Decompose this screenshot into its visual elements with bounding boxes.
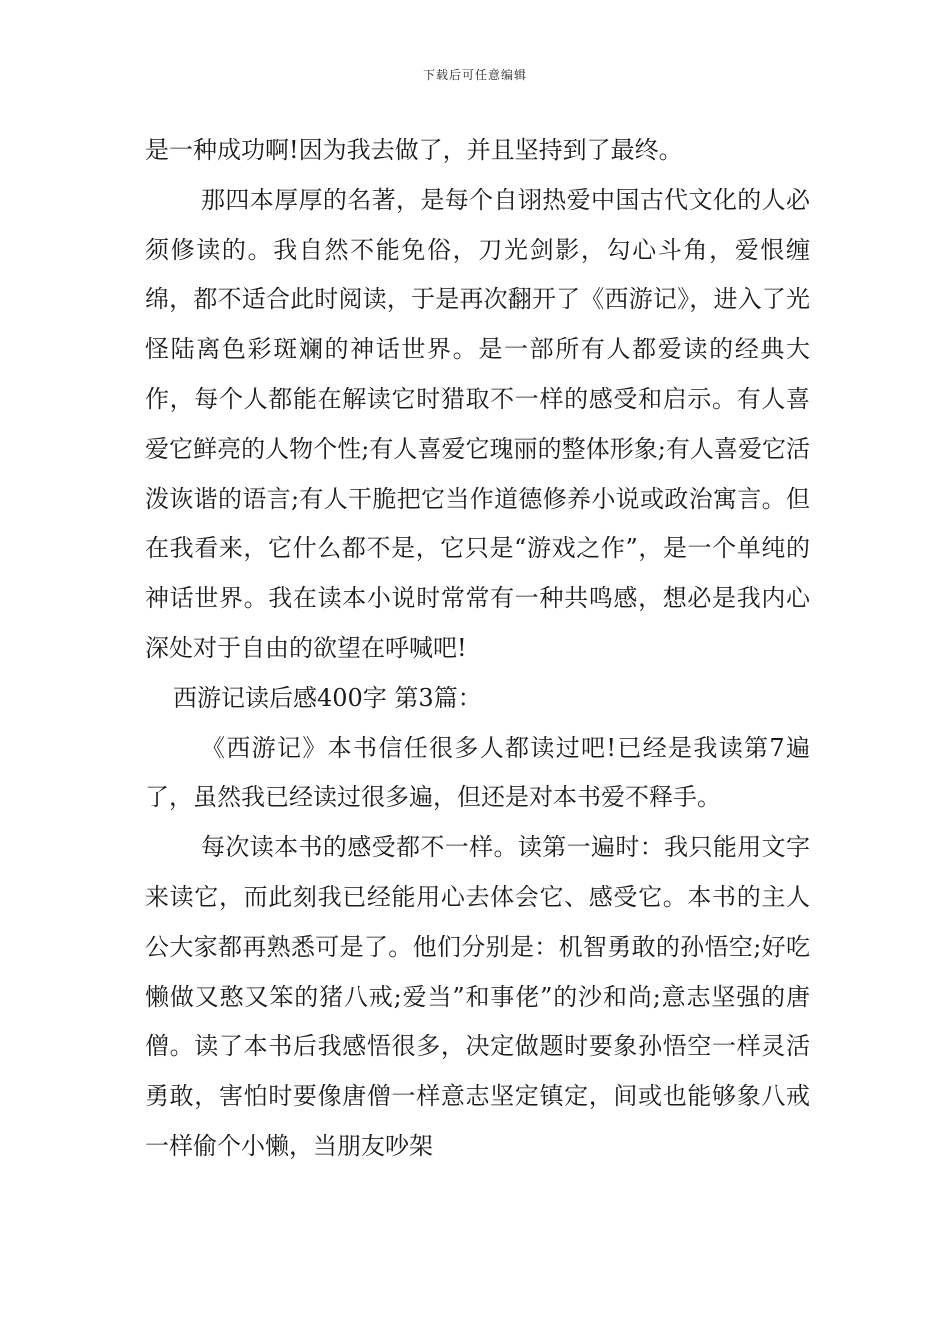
paragraph-intro: 《西游记》本书信任很多人都读过吧!已经是我读第7遍了，虽然我已经读过很多遍，但还是对本书爱不释手。 [145,733,810,812]
document-body [145,126,810,1172]
paragraph-continuation: 是一种成功啊!因为我去做了，并且坚持到了最终。 [145,136,683,164]
section-heading: 西游记读后感400字 第3篇： [173,683,482,712]
page-header: 下载后可任意编辑 [422,68,527,82]
paragraph-feelings: 每次读本书的感受都不一样。读第一遍时：我只能用文字来读它，而此刻我已经能用心去体会它、感受它。本书的主人公大家都再熟悉可是了。他们分别是：机智勇敢的孙悟空;好吃懒做又憨又笨的猪八戒;爱当”和事佬”的沙和尚;意志坚强的唐僧。读了本书后我感悟很多，决定做题时要象孙悟空一样灵活勇敢，害怕时要像唐僧一样意志坚定镇定，间或也能够象八戒一样偷个小懒，当朋友吵架 [145,833,810,1160]
paragraph-classics: 那四本厚厚的名著，是每个自诩热爱中国古代文化的人必须修读的。我自然不能免俗，刀光剑影，勾心斗角，爱恨缠绵，都不适合此时阅读，于是再次翻开了《西游记》，进入了光怪陆离色彩斑斓的神话世界。是一部所有人都爱读的经典大作，每个人都能在解读它时猎取不一样的感受和启示。有人喜爱它鲜亮的人物个性;有人喜爱它瑰丽的整体形象;有人喜爱它活泼诙谐的语言;有人干脆把它当作道德修养小说或政治寓言。但在我看来，它什么都不是，它只是“游戏之作”，是一个单纯的神话世界。我在读本小说时常常有一种共鸣感，想必是我内心深处对于自由的欲望在呼喊吧! [145,185,810,662]
